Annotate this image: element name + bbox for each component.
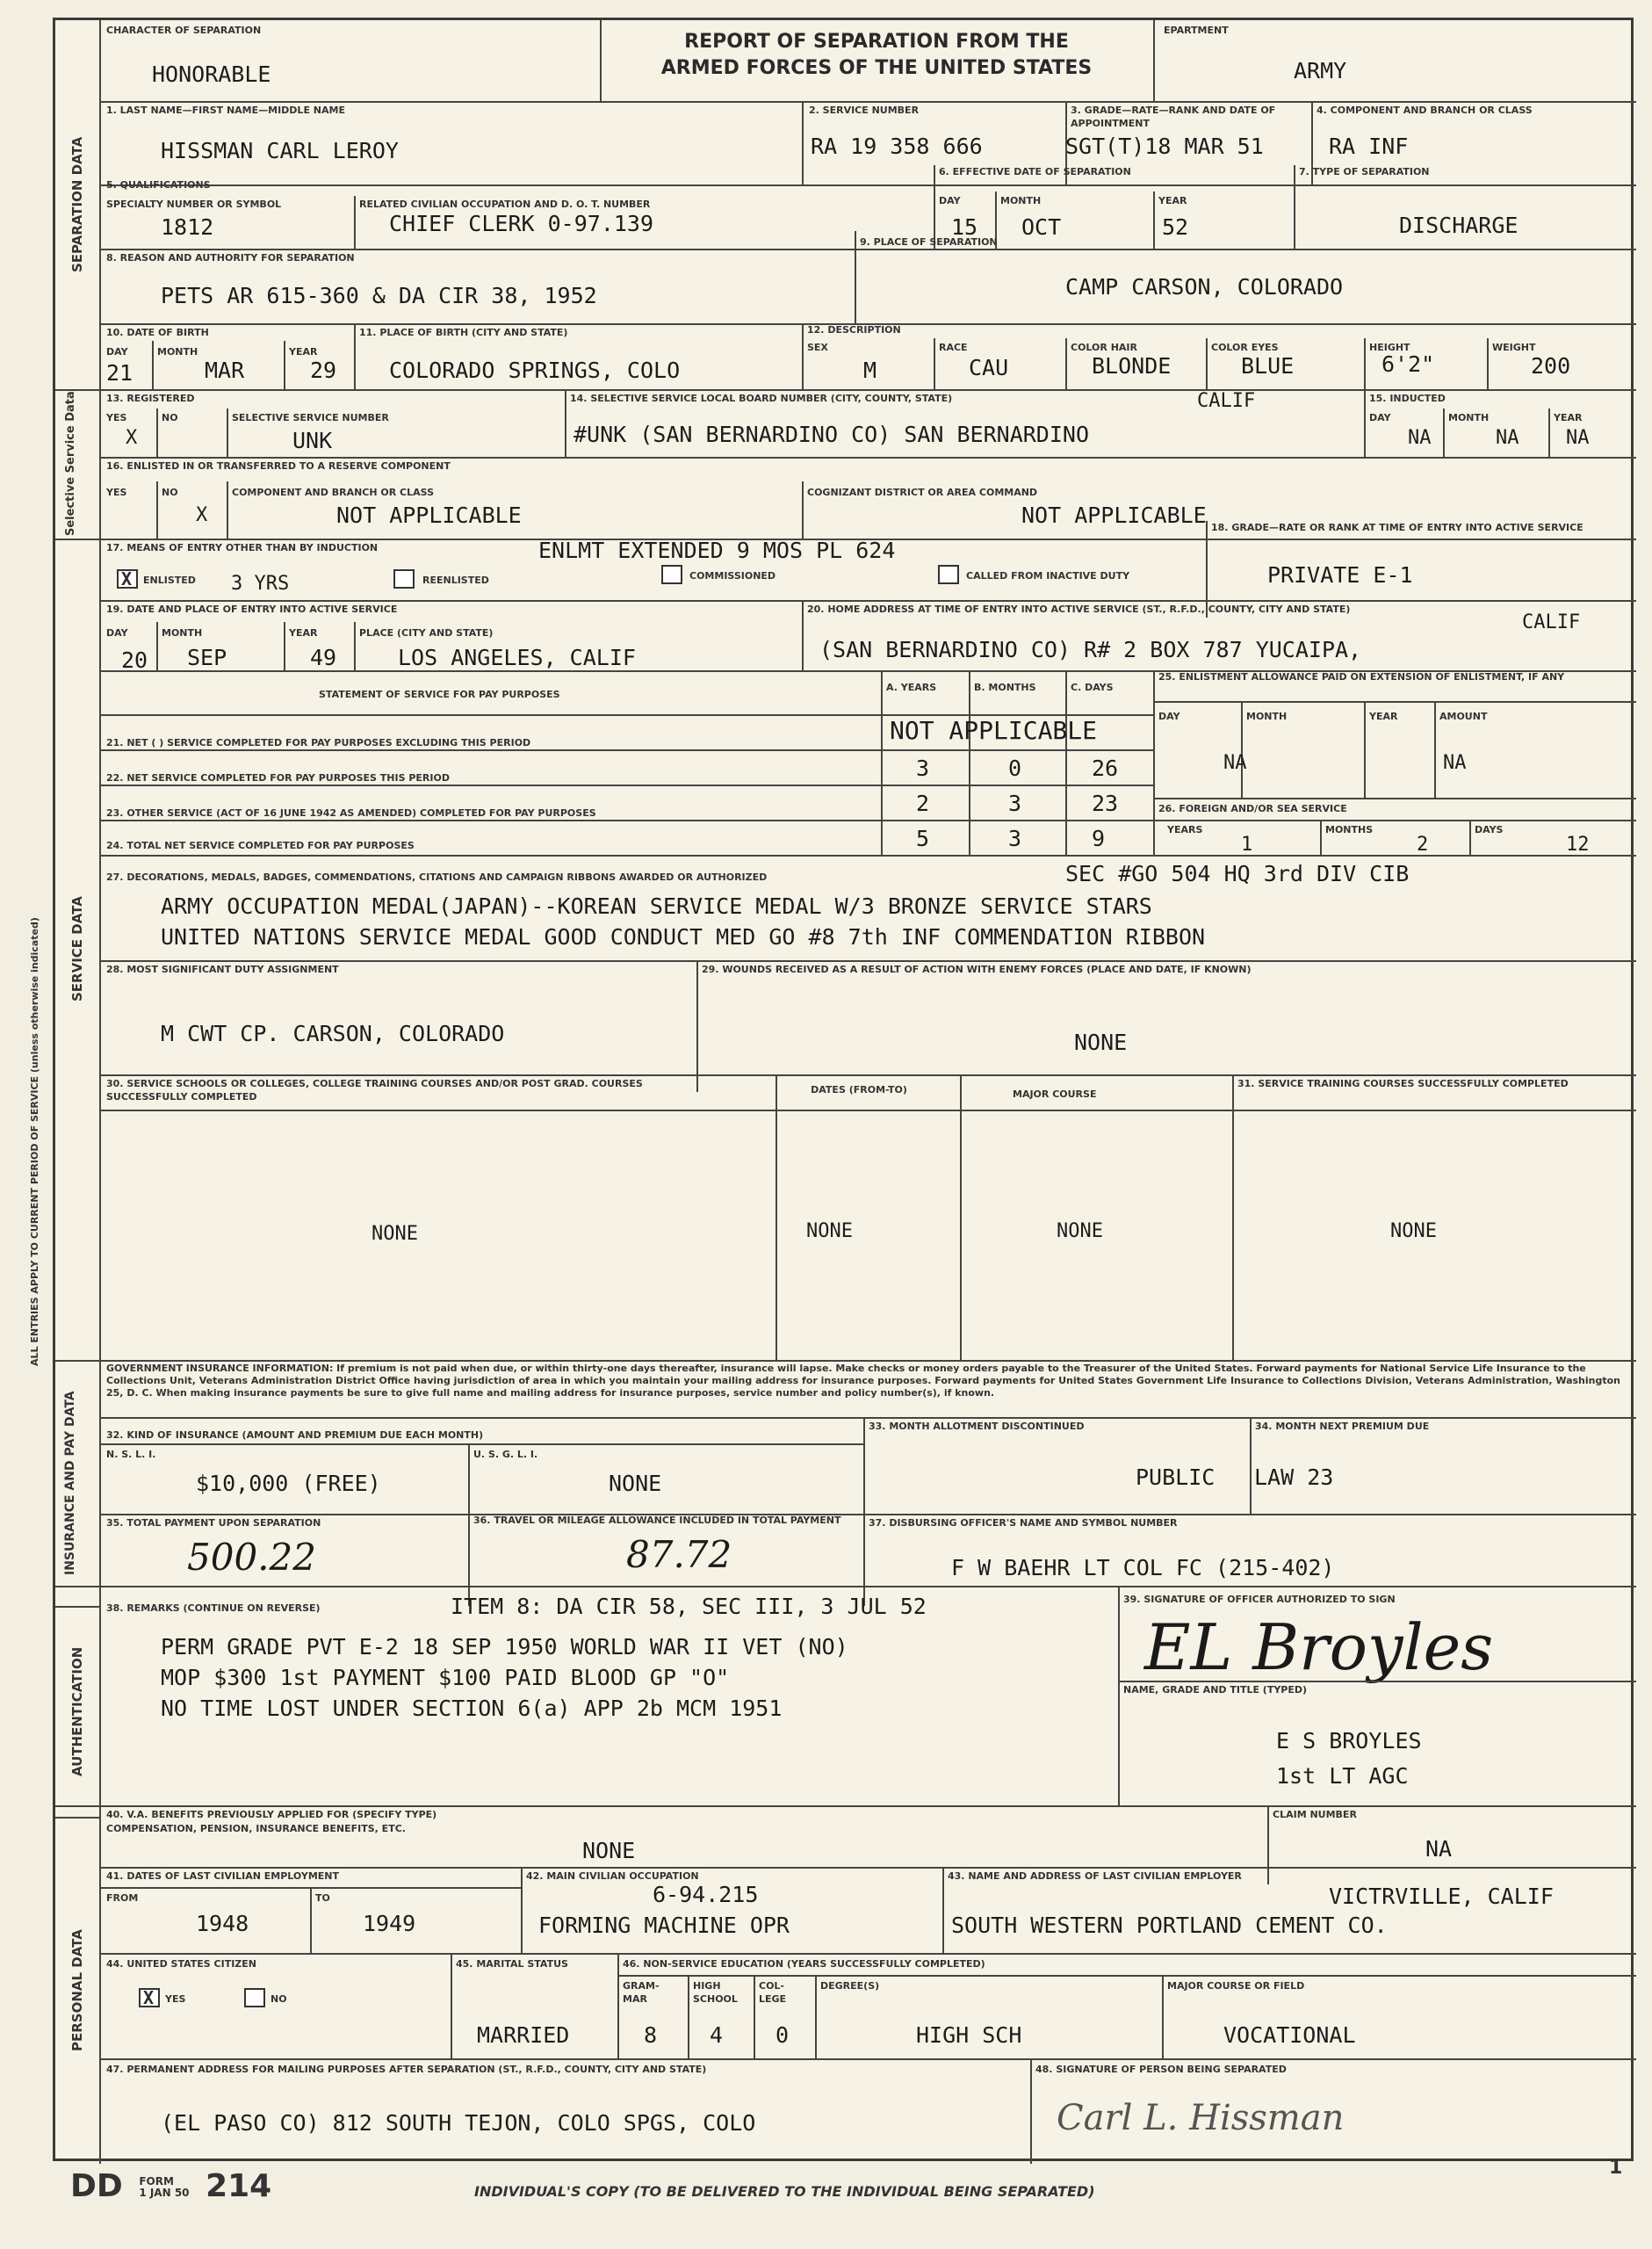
value-cog-district: NOT APPLICABLE: [1021, 503, 1207, 528]
value-majorfield: VOCATIONAL: [1223, 2022, 1356, 2048]
label-highschool: HIGH SCHOOL: [693, 1980, 738, 2005]
section-separation: SEPARATION DATA: [69, 136, 85, 273]
label-major: MAJOR COURSE: [1013, 1088, 1097, 1100]
label-f13: 13. REGISTERED: [106, 393, 195, 404]
label-f32: 32. KIND OF INSURANCE (AMOUNT AND PREMIUM DUE EACH MONTH): [106, 1429, 484, 1441]
value-ss-board-l1: CALIF: [1197, 390, 1256, 412]
value-entry-means: ENLMT EXTENDED 9 MOS PL 624: [538, 538, 896, 563]
value-dob-day: 21: [106, 360, 133, 386]
value-ss-board: #UNK (SAN BERNARDINO CO) SAN BERNARDINO: [574, 422, 1089, 447]
form-id-num: 214: [206, 2168, 272, 2204]
label-f5b: RELATED CIVILIAN OCCUPATION AND D. O. T. NUMBER: [359, 199, 651, 210]
label-f35: 35. TOTAL PAYMENT UPON SEPARATION: [106, 1517, 321, 1529]
label-f18: 18. GRADE—RATE OR RANK AT TIME OF ENTRY INTO ACTIVE SERVICE: [1211, 522, 1583, 533]
label-f17: 17. MEANS OF ENTRY OTHER THAN BY INDUCTION: [106, 542, 379, 553]
label-dob-month: MONTH: [157, 346, 198, 358]
label-to: TO: [315, 1892, 330, 1904]
label-namegrade: NAME, GRADE AND TITLE (TYPED): [1123, 1684, 1308, 1696]
label-f25-amount: AMOUNT: [1439, 711, 1488, 722]
label-f40b: COMPENSATION, PENSION, INSURANCE BENEFITS, ETC.: [106, 1823, 406, 1834]
label-from: FROM: [106, 1892, 139, 1904]
label-ind-month: MONTH: [1448, 412, 1490, 423]
value-home: (SAN BERNARDINO CO) R# 2 BOX 787 YUCAIPA,: [819, 637, 1362, 662]
label-f19: 19. DATE AND PLACE OF ENTRY INTO ACTIVE SERVICE: [106, 604, 398, 615]
value-f26-days: 12: [1566, 834, 1590, 856]
label-entry-year: YEAR: [289, 627, 318, 639]
value-remark-l4: NO TIME LOST UNDER SECTION 6(a) APP 2b MCM 1951: [161, 1696, 783, 1721]
label-months: B. MONTHS: [974, 682, 1036, 693]
label-f7: 7. TYPE OF SEPARATION: [1299, 166, 1430, 177]
label-hair: COLOR HAIR: [1071, 342, 1137, 353]
label-f25-year: YEAR: [1369, 711, 1398, 722]
page-number: 1: [1609, 2157, 1623, 2179]
value-employer: SOUTH WESTERN PORTLAND CEMENT CO.: [951, 1913, 1388, 1938]
value-f23-days: 23: [1092, 791, 1119, 816]
label-f5a: SPECIALTY NUMBER OR SYMBOL: [106, 199, 282, 210]
value-claim: NA: [1425, 1836, 1453, 1862]
value-hair: BLONDE: [1092, 353, 1172, 379]
value-reason: PETS AR 615-360 & DA CIR 38, 1952: [161, 283, 597, 308]
label-f24: 24. TOTAL NET SERVICE COMPLETED FOR PAY PURPOSES: [106, 840, 415, 851]
label-f14: 14. SELECTIVE SERVICE LOCAL BOARD NUMBER (CITY, COUNTY, STATE): [570, 393, 953, 404]
value-res-no-mark: X: [196, 504, 208, 526]
value-sep-year: 52: [1162, 214, 1189, 240]
value-reserve-comp: NOT APPLICABLE: [336, 503, 522, 528]
label-dob-day: DAY: [106, 346, 128, 358]
value-decor-l3: UNITED NATIONS SERVICE MEDAL GOOD CONDUCT MED GO #8 7th INF COMMENDATION RIBBON: [161, 924, 1206, 950]
label-grammar: GRAM-MAR: [623, 1980, 660, 2005]
value-sep-day: 15: [951, 214, 978, 240]
label-f33: 33. MONTH ALLOTMENT DISCONTINUED: [869, 1421, 1085, 1432]
value-f26-months: 2: [1417, 834, 1429, 856]
label-entry-month: MONTH: [162, 627, 203, 639]
value-va: NONE: [582, 1838, 636, 1863]
value-occ-num: 6-94.215: [653, 1882, 759, 1907]
value-emp-from: 1948: [196, 1911, 249, 1936]
label-nsli: N. S. L. I.: [106, 1449, 156, 1460]
form-id-date: 1 JAN 50: [139, 2187, 190, 2199]
value-dates: NONE: [806, 1220, 853, 1242]
label-degree: DEGREE(S): [820, 1980, 880, 1992]
value-entry-day: 20: [121, 647, 148, 673]
checkbox-enlisted[interactable]: [117, 569, 138, 589]
value-grade: SGT(T)18 MAR 51: [1065, 134, 1264, 159]
value-f25-amount: NA: [1443, 752, 1467, 774]
value-f22-years: 3: [916, 756, 930, 781]
label-f42: 42. MAIN CIVILIAN OCCUPATION: [526, 1870, 699, 1882]
label-f30: 30. SERVICE SCHOOLS OR COLLEGES, COLLEGE TRAINING COURSES AND/OR POST GRAD. COURSES SUCCESSFULLY COMPLETED: [106, 1078, 643, 1103]
value-highschool: 4: [710, 2022, 724, 2048]
label-sep-month: MONTH: [1000, 195, 1042, 206]
label-f36: 36. TRAVEL OR MILEAGE ALLOWANCE INCLUDED IN TOTAL PAYMENT: [473, 1515, 841, 1526]
label-called: CALLED FROM INACTIVE DUTY: [966, 570, 1130, 582]
value-f21: NOT APPLICABLE: [890, 716, 1098, 745]
checkbox-called[interactable]: [938, 565, 959, 584]
value-schools: NONE: [372, 1223, 418, 1245]
label-f23: 23. OTHER SERVICE (ACT OF 16 JUNE 1942 AS AMENDED) COMPLETED FOR PAY PURPOSES: [106, 807, 596, 819]
label-f39: 39. SIGNATURE OF OFFICER AUTHORIZED TO SIGN: [1123, 1594, 1396, 1605]
value-duty: M CWT CP. CARSON, COLORADO: [161, 1021, 505, 1046]
value-allot: PUBLIC: [1136, 1464, 1216, 1490]
value-ind-month: NA: [1496, 427, 1519, 449]
value-f24-months: 3: [1008, 826, 1022, 851]
value-character: HONORABLE: [152, 61, 271, 87]
label-f43: 43. NAME AND ADDRESS OF LAST CIVILIAN EMPLOYER: [948, 1870, 1242, 1882]
label-f9: 9. PLACE OF SEPARATION: [860, 236, 998, 248]
label-f45: 45. MARITAL STATUS: [456, 1958, 568, 1970]
value-height: 6'2": [1381, 351, 1435, 377]
label-f3: 3. GRADE—RATE—RANK AND DATE OF APPOINTMENT: [1071, 105, 1276, 129]
label-enlisted: ENLISTED: [143, 575, 196, 586]
label-character: CHARACTER OF SEPARATION: [106, 25, 262, 36]
section-authentication: AUTHENTICATION: [69, 1646, 85, 1776]
label-f37: 37. DISBURSING OFFICER'S NAME AND SYMBOL NUMBER: [869, 1517, 1178, 1529]
checkbox-citizen-yes[interactable]: [139, 1988, 160, 2007]
person-signature: Carl L. Hissman: [1057, 2098, 1345, 2138]
label-reenlisted: REENLISTED: [422, 575, 489, 586]
label-department: EPARTMENT: [1164, 25, 1229, 36]
value-next-prem: LAW 23: [1254, 1464, 1334, 1490]
label-cog: COGNIZANT DISTRICT OR AREA COMMAND: [807, 487, 1038, 498]
label-res-yes: YES: [106, 487, 127, 498]
value-decor-l2: ARMY OCCUPATION MEDAL(JAPAN)--KOREAN SERVICE MEDAL W/3 BRONZE SERVICE STARS: [161, 893, 1152, 919]
value-f22-days: 26: [1092, 756, 1119, 781]
label-usgli: U. S. G. L. I.: [473, 1449, 538, 1460]
label-f25-day: DAY: [1158, 711, 1180, 722]
label-f47: 47. PERMANENT ADDRESS FOR MAILING PURPOSES AFTER SEPARATION (ST., R.F.D., COUNTY, CITY AND STATE): [106, 2064, 707, 2075]
label-f31: 31. SERVICE TRAINING COURSES SUCCESSFULLY COMPLETED: [1237, 1078, 1569, 1089]
label-f1: 1. LAST NAME—FIRST NAME—MIDDLE NAME: [106, 105, 345, 116]
label-f20: 20. HOME ADDRESS AT TIME OF ENTRY INTO ACTIVE SERVICE (ST., R.F.D., COUNTY, CITY AND STATE): [807, 604, 1351, 615]
value-f23-years: 2: [916, 791, 930, 816]
value-total-pay: 500.22: [187, 1536, 316, 1579]
value-f23-months: 3: [1008, 791, 1022, 816]
label-f26-months: MONTHS: [1325, 824, 1374, 835]
value-f25-month: NA: [1223, 752, 1247, 774]
value-entry-place: LOS ANGELES, CALIF: [398, 645, 636, 670]
label-eyes: COLOR EYES: [1211, 342, 1279, 353]
section-insurance: INSURANCE AND PAY DATA: [63, 1391, 77, 1575]
label-f5: 5. QUALIFICATIONS: [106, 179, 211, 191]
label-college: COL-LEGE: [759, 1980, 787, 2005]
label-stmt: STATEMENT OF SERVICE FOR PAY PURPOSES: [319, 689, 560, 700]
label-f8: 8. REASON AND AUTHORITY FOR SEPARATION: [106, 252, 355, 264]
value-department: ARMY: [1294, 58, 1347, 83]
label-race: RACE: [939, 342, 968, 353]
value-f24-days: 9: [1092, 826, 1106, 851]
footer-text: INDIVIDUAL'S COPY (TO BE DELIVERED TO THE INDIVIDUAL BEING SEPARATED): [474, 2183, 1095, 2200]
value-nsli: $10,000 (FREE): [196, 1471, 381, 1496]
label-days: C. DAYS: [1071, 682, 1114, 693]
label-f21: 21. NET ( ) SERVICE COMPLETED FOR PAY PURPOSES EXCLUDING THIS PERIOD: [106, 737, 531, 748]
value-emp-to: 1949: [363, 1911, 416, 1936]
label-dob-year: YEAR: [289, 346, 318, 358]
value-remark-l1: ITEM 8: DA CIR 58, SEC III, 3 JUL 52: [451, 1594, 927, 1619]
value-entry-year: 49: [310, 645, 337, 670]
value-college: 0: [776, 2022, 790, 2048]
label-f46: 46. NON-SERVICE EDUCATION (YEARS SUCCESSFULLY COMPLETED): [623, 1958, 985, 1970]
label-f41: 41. DATES OF LAST CIVILIAN EMPLOYMENT: [106, 1870, 340, 1882]
label-entry-day: DAY: [106, 627, 128, 639]
value-component: RA INF: [1329, 134, 1409, 159]
label-f22: 22. NET SERVICE COMPLETED FOR PAY PURPOSES THIS PERIOD: [106, 772, 450, 784]
label-reg-yes: YES: [106, 412, 127, 423]
value-officer-name: E S BROYLES: [1276, 1728, 1422, 1754]
value-reg-yes-mark: X: [126, 427, 138, 449]
label-f2: 2. SERVICE NUMBER: [809, 105, 920, 116]
label-sex: SEX: [807, 342, 828, 353]
label-dates: DATES (FROM-TO): [811, 1084, 907, 1096]
label-f10: 10. DATE OF BIRTH: [106, 327, 209, 338]
value-disbursing: F W BAEHR LT COL FC (215-402): [951, 1555, 1335, 1580]
value-degree: HIGH SCH: [916, 2022, 1022, 2048]
label-citizen-yes: YES: [165, 1993, 186, 2005]
value-entry-month: SEP: [187, 645, 227, 670]
value-place-sep: CAMP CARSON, COLORADO: [1065, 274, 1344, 300]
value-decor-l1: SEC #GO 504 HQ 3rd DIV CIB: [1065, 861, 1410, 886]
value-home-l1: CALIF: [1522, 611, 1581, 633]
value-sep-type: DISCHARGE: [1399, 213, 1519, 238]
value-ind-day: NA: [1408, 427, 1432, 449]
label-f26-years: YEARS: [1167, 824, 1203, 835]
value-remark-l2: PERM GRADE PVT E-2 18 SEP 1950 WORLD WAR II VET (NO): [161, 1634, 848, 1660]
label-res-no: NO: [162, 487, 178, 498]
text-govins: GOVERNMENT INSURANCE INFORMATION: If premium is not paid when due, or within thirty-one days thereafter, insurance will lapse. Make checks or money orders payable to the Treasurer of the United States. Forward payments for National Service Life Insurance to the Collections Unit, Veterans Administration District Office having jurisdiction of area in which you maintain your mailing address for insurance purposes. Forward payments for United States Government Life Insurance to Collections Division, Veterans Administration, Washington 25, D. C. When making insurance payments be sure to give full name and mailing address for insurance purposes, service number and policy number(s), if known.: [106, 1363, 1621, 1399]
value-name: HISSMAN CARL LEROY: [161, 138, 399, 163]
checkbox-citizen-no[interactable]: [244, 1988, 265, 2007]
value-f24-years: 5: [916, 826, 930, 851]
checkbox-reenlisted[interactable]: [393, 569, 415, 589]
value-sep-month: OCT: [1021, 214, 1062, 240]
value-occ: FORMING MACHINE OPR: [538, 1913, 790, 1938]
form-id-form: FORM: [139, 2175, 174, 2188]
value-specialty: 1812: [161, 214, 214, 240]
value-weight: 200: [1531, 353, 1571, 379]
label-f26: 26. FOREIGN AND/OR SEA SERVICE: [1158, 803, 1347, 814]
label-reg-no: NO: [162, 412, 178, 423]
value-service-number: RA 19 358 666: [811, 134, 983, 159]
label-ind-day: DAY: [1369, 412, 1391, 423]
value-race: CAU: [969, 355, 1009, 380]
label-citizen-no: NO: [271, 1993, 287, 2005]
value-grade-entry: PRIVATE E-1: [1267, 562, 1413, 588]
dd214-form: [53, 18, 1634, 2161]
value-eyes: BLUE: [1241, 353, 1295, 379]
label-claim: CLAIM NUMBER: [1273, 1809, 1357, 1820]
value-sex: M: [863, 358, 877, 383]
value-employer-l1: VICTRVILLE, CALIF: [1329, 1884, 1554, 1909]
value-officer-title: 1st LT AGC: [1276, 1763, 1409, 1789]
label-years: A. YEARS: [886, 682, 937, 693]
label-f11: 11. PLACE OF BIRTH (CITY AND STATE): [359, 327, 568, 338]
label-comp: COMPONENT AND BRANCH OR CLASS: [232, 487, 435, 498]
value-enlisted-yrs: 3 YRS: [231, 573, 290, 595]
label-f34: 34. MONTH NEXT PREMIUM DUE: [1255, 1421, 1430, 1432]
label-f12: 12. DESCRIPTION: [807, 324, 901, 336]
value-f22-months: 0: [1008, 756, 1022, 781]
value-ind-year: NA: [1566, 427, 1590, 449]
value-civ-occ: CHIEF CLERK 0-97.139: [389, 211, 654, 236]
officer-signature: EL Broyles: [1144, 1610, 1494, 1684]
label-majorfield: MAJOR COURSE OR FIELD: [1167, 1980, 1305, 1992]
value-perm-addr: (EL PASO CO) 812 SOUTH TEJON, COLO SPGS, COLO: [161, 2110, 756, 2136]
value-major: NONE: [1057, 1220, 1103, 1242]
section-selective: Selective Service Data: [64, 391, 77, 537]
label-f16: 16. ENLISTED IN OR TRANSFERRED TO A RESERVE COMPONENT: [106, 460, 451, 472]
value-marital: MARRIED: [477, 2022, 570, 2048]
value-training: NONE: [1390, 1220, 1437, 1242]
label-ssnum: SELECTIVE SERVICE NUMBER: [232, 412, 389, 423]
section-service: SERVICE DATA: [69, 896, 85, 1002]
value-grammar: 8: [644, 2022, 658, 2048]
label-f40: 40. V.A. BENEFITS PREVIOUSLY APPLIED FOR (SPECIFY TYPE): [106, 1809, 437, 1820]
value-ss-number: UNK: [292, 428, 333, 453]
label-weight: WEIGHT: [1492, 342, 1536, 353]
label-commissioned: COMMISSIONED: [689, 570, 776, 582]
value-usgli: NONE: [609, 1471, 662, 1496]
label-f38: 38. REMARKS (CONTINUE ON REVERSE): [106, 1602, 321, 1614]
label-entry-place: PLACE (CITY AND STATE): [359, 627, 494, 639]
label-f29: 29. WOUNDS RECEIVED AS A RESULT OF ACTION WITH ENEMY FORCES (PLACE AND DATE, IF KNOWN): [702, 964, 1252, 975]
value-remark-l3: MOP $300 1st PAYMENT $100 PAID BLOOD GP "O": [161, 1665, 730, 1690]
label-height: HEIGHT: [1369, 342, 1410, 353]
label-f48: 48. SIGNATURE OF PERSON BEING SEPARATED: [1035, 2064, 1287, 2075]
label-f4: 4. COMPONENT AND BRANCH OR CLASS: [1317, 105, 1533, 116]
label-f15: 15. INDUCTED: [1369, 393, 1446, 404]
label-f6: 6. EFFECTIVE DATE OF SEPARATION: [939, 166, 1131, 177]
label-f27: 27. DECORATIONS, MEDALS, BADGES, COMMENDATIONS, CITATIONS AND CAMPAIGN RIBBONS AWARDED OR AUTHORIZED: [106, 871, 768, 883]
form-title-2: ARMED FORCES OF THE UNITED STATES: [660, 57, 1093, 79]
value-dob-month: MAR: [205, 358, 245, 383]
value-pob: COLORADO SPRINGS, COLO: [389, 358, 681, 383]
side-note: ALL ENTRIES APPLY TO CURRENT PERIOD OF SERVICE (unless otherwise indicated): [29, 917, 40, 1367]
label-f28: 28. MOST SIGNIFICANT DUTY ASSIGNMENT: [106, 964, 339, 975]
value-f26-years: 1: [1241, 834, 1253, 856]
section-personal: PERSONAL DATA: [69, 1929, 85, 2051]
checkbox-commissioned[interactable]: [661, 565, 682, 584]
label-sep-year: YEAR: [1158, 195, 1187, 206]
label-sep-day: DAY: [939, 195, 961, 206]
label-f25: 25. ENLISTMENT ALLOWANCE PAID ON EXTENSION OF ENLISTMENT, IF ANY: [1158, 671, 1565, 683]
value-wounds: NONE: [1074, 1030, 1128, 1055]
form-title-1: REPORT OF SEPARATION FROM THE: [684, 31, 1069, 53]
label-f44: 44. UNITED STATES CITIZEN: [106, 1958, 256, 1970]
form-id-dd: DD: [70, 2168, 123, 2204]
value-dob-year: 29: [310, 358, 337, 383]
value-travel: 87.72: [626, 1533, 732, 1576]
label-f26-days: DAYS: [1475, 824, 1504, 835]
label-f25-month: MONTH: [1246, 711, 1288, 722]
form-id-label: [139, 2176, 189, 2199]
label-ind-year: YEAR: [1554, 412, 1583, 423]
form-id: [70, 2168, 271, 2204]
